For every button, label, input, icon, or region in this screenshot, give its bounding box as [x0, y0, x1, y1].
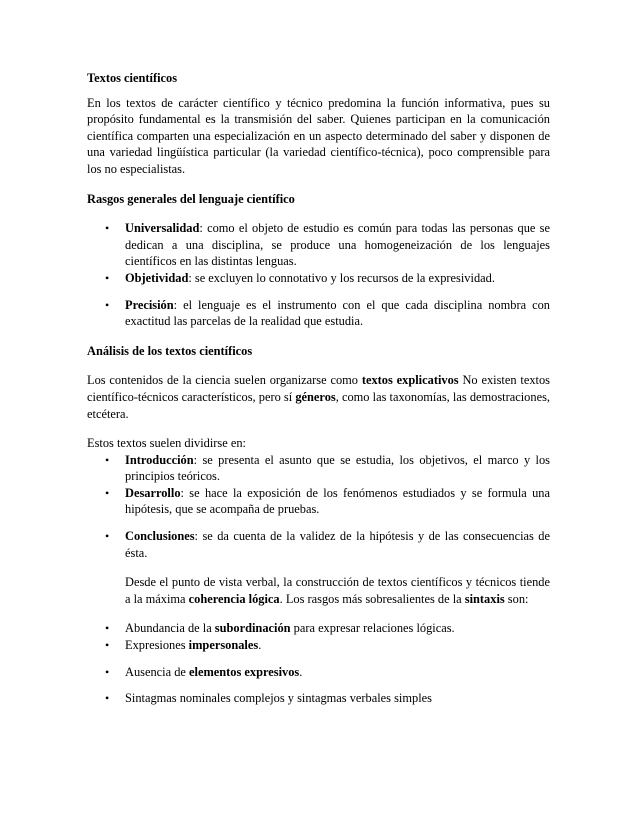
term-description: : se presenta el asunto que se estudia, los objetivos, el marco y los principios teóricos.: [125, 452, 550, 484]
list-item: [87, 452, 550, 485]
intro-paragraph: En los textos de carácter científico y técnico predomina la función informativa, pues su propósito fundamental es la transmisión del saber. Quienes participan en la comunicación científica comparten una especialización en un aspecto determinado del saber y disponen de una variedad lingüística particular (la variedad científico-técnica), poco comprensible para los no especialistas.: [87, 95, 550, 176]
section-title-textos-cientificos: Textos científicos: [87, 71, 178, 85]
text-run: .: [258, 638, 262, 653]
list-item: [87, 485, 550, 518]
text-run: . Los rasgos más sobresalientes de la: [279, 591, 465, 606]
bold-sintaxis: sintaxis: [464, 591, 505, 606]
bullet-icon: •: [105, 691, 110, 706]
text-run: Los contenidos de la ciencia suelen organizarse como: [87, 373, 362, 388]
term-description: : como el objeto de estudio es común para todas las personas que se dedican a una disciplina, se produce una homogeneización de los lenguajes científicos en las distintas lenguas.: [125, 221, 550, 269]
term-description: : se da cuenta de la validez de la hipótesis y de las consecuencias de ésta.: [125, 529, 550, 560]
text-run: son:: [504, 591, 529, 606]
term-introduccion: Introducción: [125, 452, 194, 467]
list-item: [87, 690, 550, 707]
bold-subordinacion: subordinación: [214, 621, 291, 636]
section-title-analisis: Análisis de los textos científicos: [87, 343, 253, 358]
term-description: : se hace la exposición de los fenómenos estudiados y se formula una hipótesis, que se acompaña de pruebas.: [125, 485, 550, 517]
text-run: Desde el punto de vista verbal, la construcción de textos científicos y técnicos tiende a la máxima: [125, 575, 550, 606]
bullet-icon: •: [105, 452, 110, 467]
section-title-rasgos: Rasgos generales del lenguaje científico: [87, 191, 295, 206]
term-description: : el lenguaje es el instrumento con el que cada disciplina nombra con exactitud las parcelas de la realidad que estudia.: [125, 297, 550, 329]
list-item: [87, 297, 550, 330]
list-item: [87, 528, 550, 561]
bullet-icon: •: [105, 638, 110, 653]
bold-coherencia-logica: coherencia lógica: [188, 591, 280, 606]
rasgos-list: [87, 220, 550, 330]
text-run: Abundancia de la: [125, 621, 215, 636]
bold-textos-explicativos: textos explicativos: [361, 373, 459, 388]
term-objetividad: Objetividad: [125, 270, 189, 285]
bold-impersonales: impersonales: [188, 638, 259, 653]
verbal-paragraph: [87, 574, 550, 607]
bullet-icon: •: [105, 621, 110, 636]
list-item: [87, 220, 550, 270]
analisis-paragraph: [87, 372, 550, 422]
list-item: [87, 664, 550, 681]
text-run: Expresiones: [125, 638, 189, 653]
bullet-icon: •: [105, 297, 110, 312]
list-item: [87, 620, 550, 637]
text-run: , como las taxonomías, las demostraciones, etcétera.: [87, 389, 550, 421]
division-intro: Estos textos suelen dividirse en:: [87, 436, 246, 451]
text-run: Sintagmas nominales complejos y sintagmas verbales simples: [125, 691, 432, 706]
term-desarrollo: Desarrollo: [125, 485, 181, 500]
term-universalidad: Universalidad: [125, 221, 200, 236]
parts-list: [87, 452, 550, 562]
bullet-icon: •: [105, 664, 110, 679]
bullet-icon: •: [105, 485, 110, 500]
bold-elementos-expresivos: elementos expresivos: [189, 664, 300, 679]
document-page: [87, 70, 550, 707]
text-run: No existen textos científico-técnicos característicos, pero sí: [87, 373, 550, 404]
term-description: : se excluyen lo connotativo y los recursos de la expresividad.: [188, 270, 495, 285]
bold-generos: géneros: [295, 389, 336, 404]
term-precision: Precisión: [125, 297, 174, 312]
text-run: .: [299, 664, 303, 679]
features-list: [87, 620, 550, 706]
bullet-icon: •: [105, 270, 110, 285]
bullet-icon: •: [105, 529, 110, 544]
text-run: Ausencia de: [125, 664, 189, 679]
list-item: [87, 270, 550, 287]
text-run: para expresar relaciones lógicas.: [290, 621, 455, 636]
term-conclusiones: Conclusiones: [125, 529, 195, 544]
bullet-icon: •: [105, 221, 110, 236]
list-item: [87, 637, 550, 654]
